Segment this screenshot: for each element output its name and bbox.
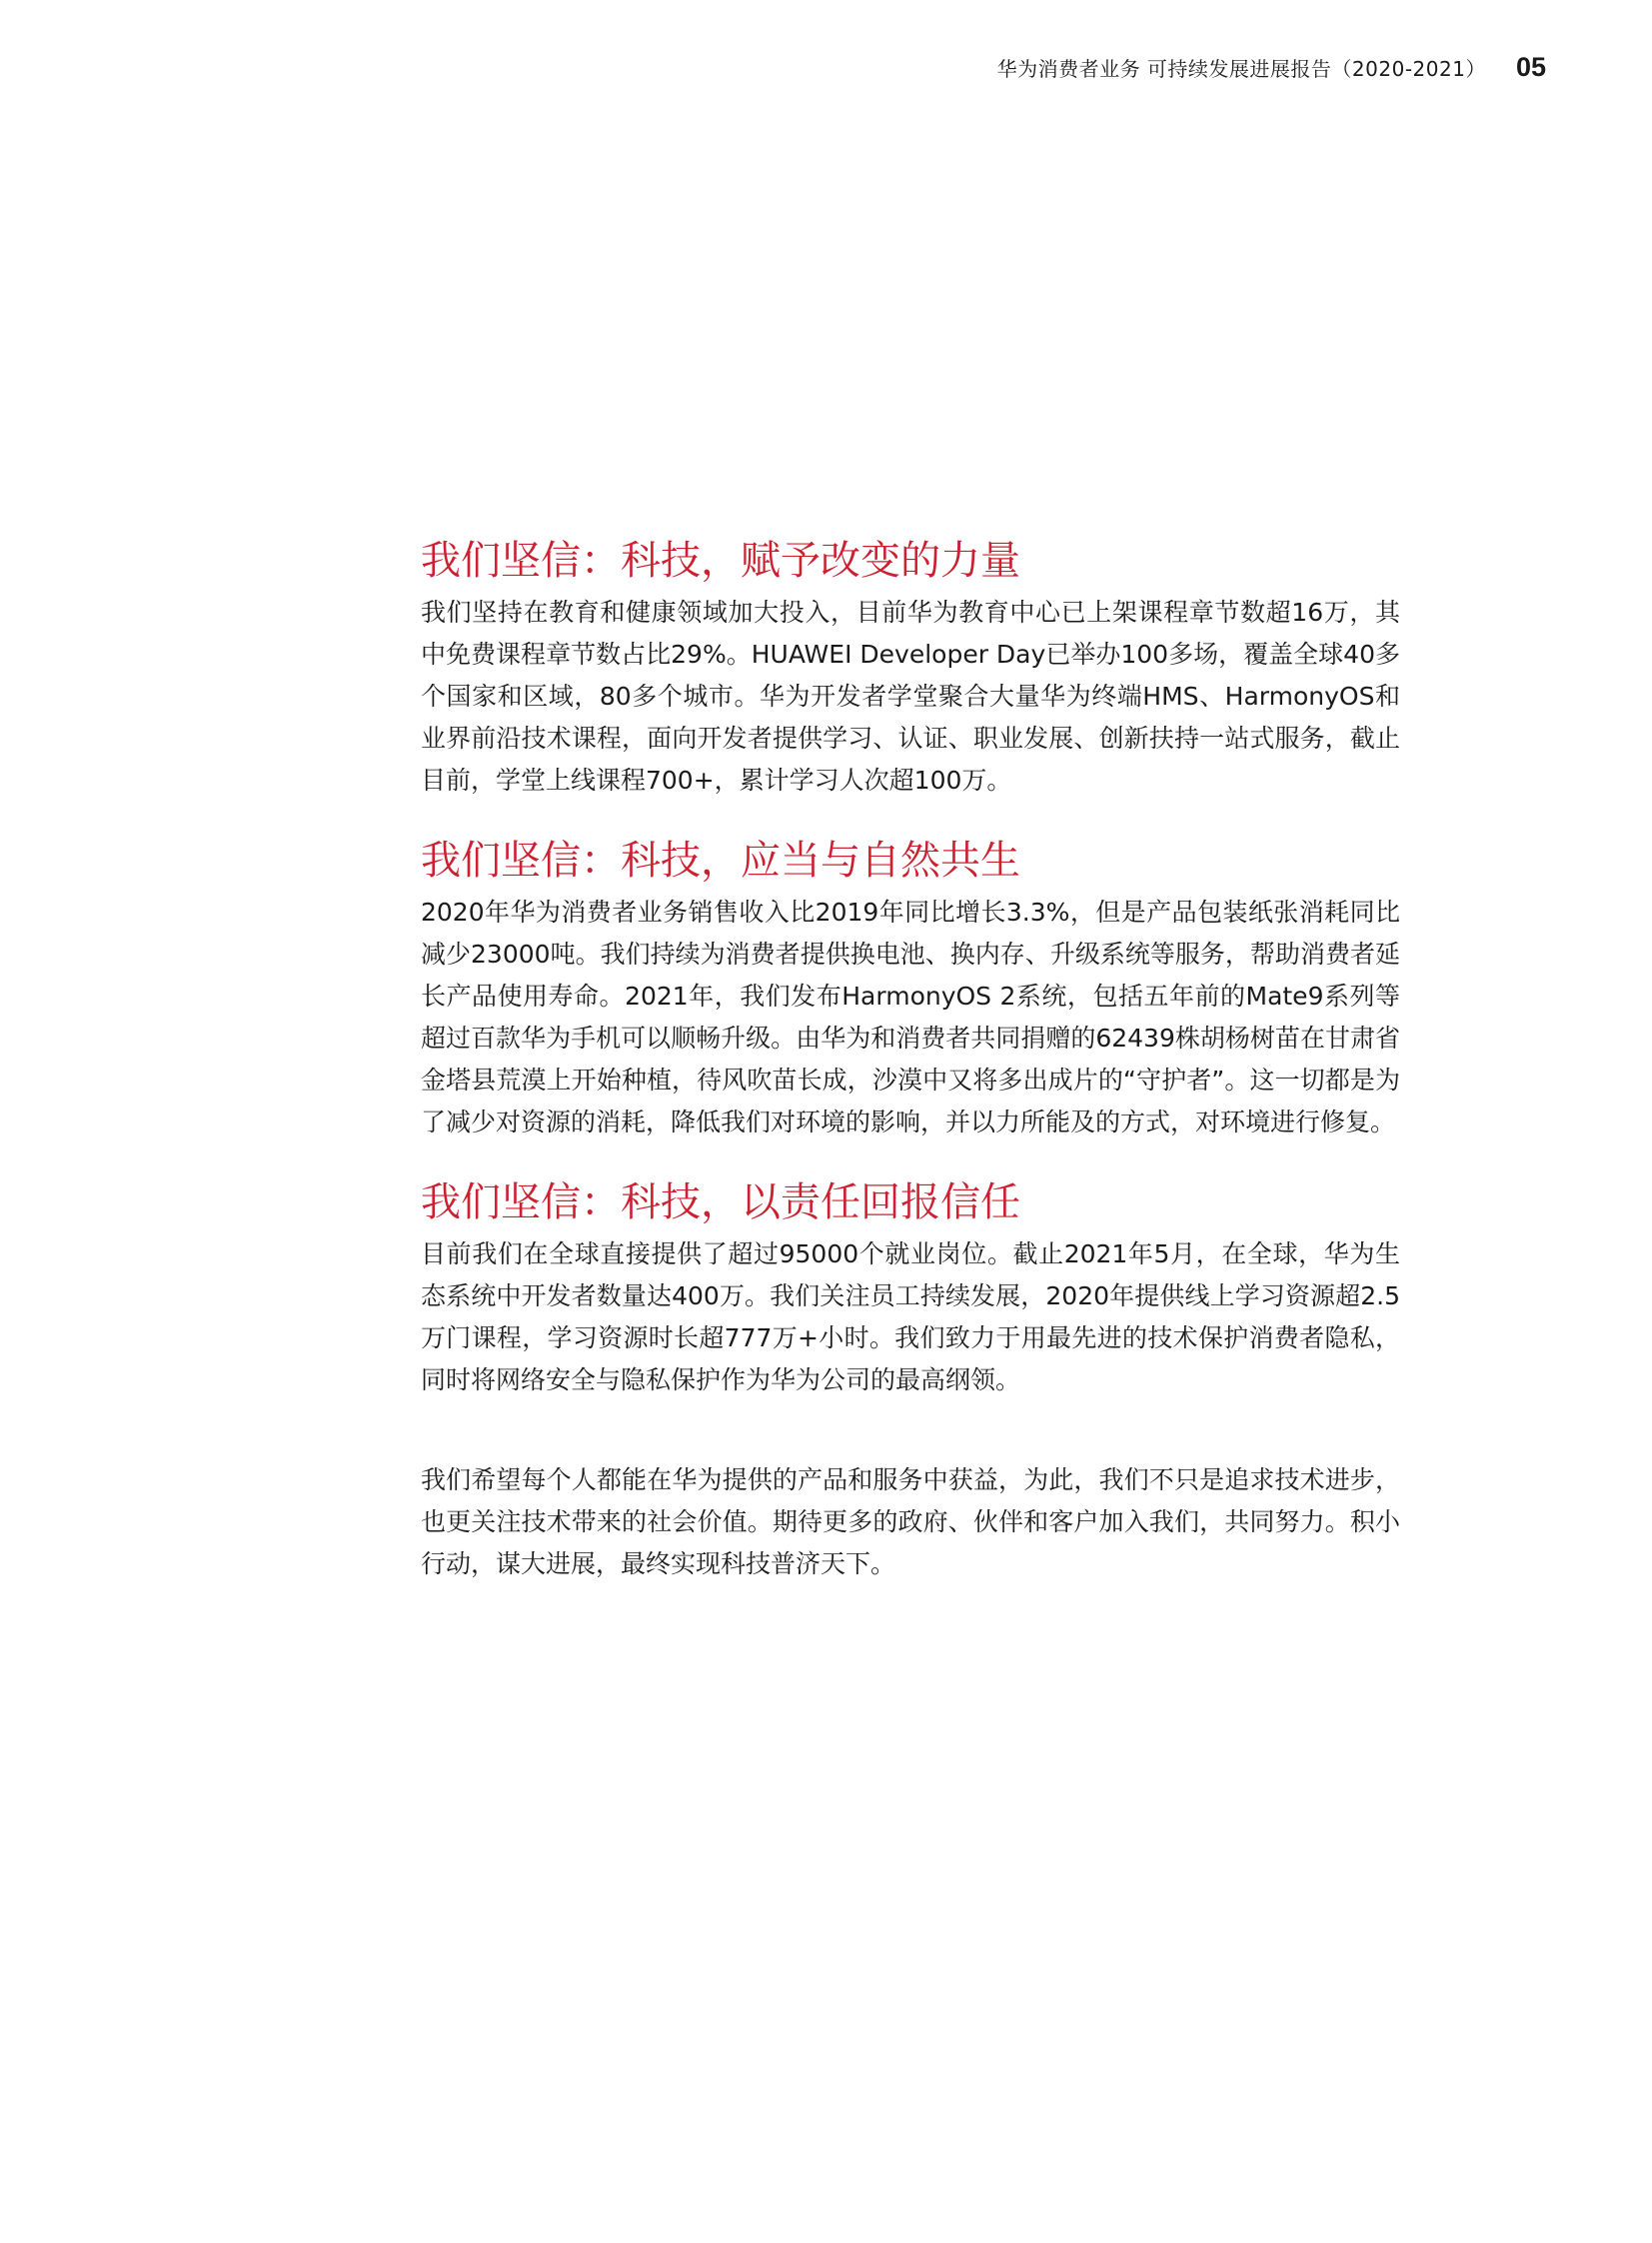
section-heading: 我们坚信：科技，应当与自然共生 [421,838,1020,884]
section-empowerment [421,534,1400,802]
section-body: 2020年华为消费者业务销售收入比2019年同比增长3.3%，但是产品包装纸张消耗同比减少23000吨。我们持续为消费者提供换电池、换内存、升级系统等服务，帮助消费者延长产品使用寿命。2021年，我们发布HarmonyOS 2系统，包括五年前的Mate9系列等超过百款华为手机可以顺畅升级。由华为和消费者共同捐赠的62439株胡杨树苗在甘肃省金塔县荒漠上开始种植，待风吹苗长成，沙漠中又将多出成片的“守护者”。这一切都是为了减少对资源的消耗，降低我们对环境的影响，并以力所能及的方式，对环境进行修复。 [421,898,1400,1136]
closing-paragraph: 我们希望每个人都能在华为提供的产品和服务中获益，为此，我们不只是追求技术进步，也更关注技术带来的社会价值。期待更多的政府、伙伴和客户加入我们，共同努力。积小行动，谋大进展，最终实现科技普济天下。 [421,1465,1400,1578]
section-nature [421,834,1400,1143]
page-number: 05 [1515,52,1546,82]
section-heading: 我们坚信：科技，以责任回报信任 [421,1179,1020,1225]
section-responsibility [421,1175,1400,1401]
section-body: 目前我们在全球直接提供了超过95000个就业岗位。截止2021年5月，在全球，华为生态系统中开发者数量达400万。我们关注员工持续发展，2020年提供线上学习资源超2.5万门课程，学习资源时长超777万+小时。我们致力于用最先进的技术保护消费者隐私，同时将网络安全与隐私保护作为华为公司的最高纲领。 [421,1239,1400,1394]
running-header [997,52,1546,83]
section-body: 我们坚持在教育和健康领域加大投入，目前华为教育中心已上架课程章节数超16万，其中免费课程章节数占比29%。HUAWEI Developer Day已举办100多场，覆盖全球40多个国家和区域，80多个城市。华为开发者学堂聚合大量华为终端HMS、HarmonyOS和业界前沿技术课程，面向开发者提供学习、认证、职业发展、创新扶持一站式服务，截止目前，学堂上线课程700+，累计学习人次超100万。 [421,598,1400,795]
report-title: 华为消费者业务 可持续发展进展报告（2020-2021） [996,57,1486,81]
main-content [421,534,1400,1610]
section-heading: 我们坚信：科技，赋予改变的力量 [421,538,1020,584]
